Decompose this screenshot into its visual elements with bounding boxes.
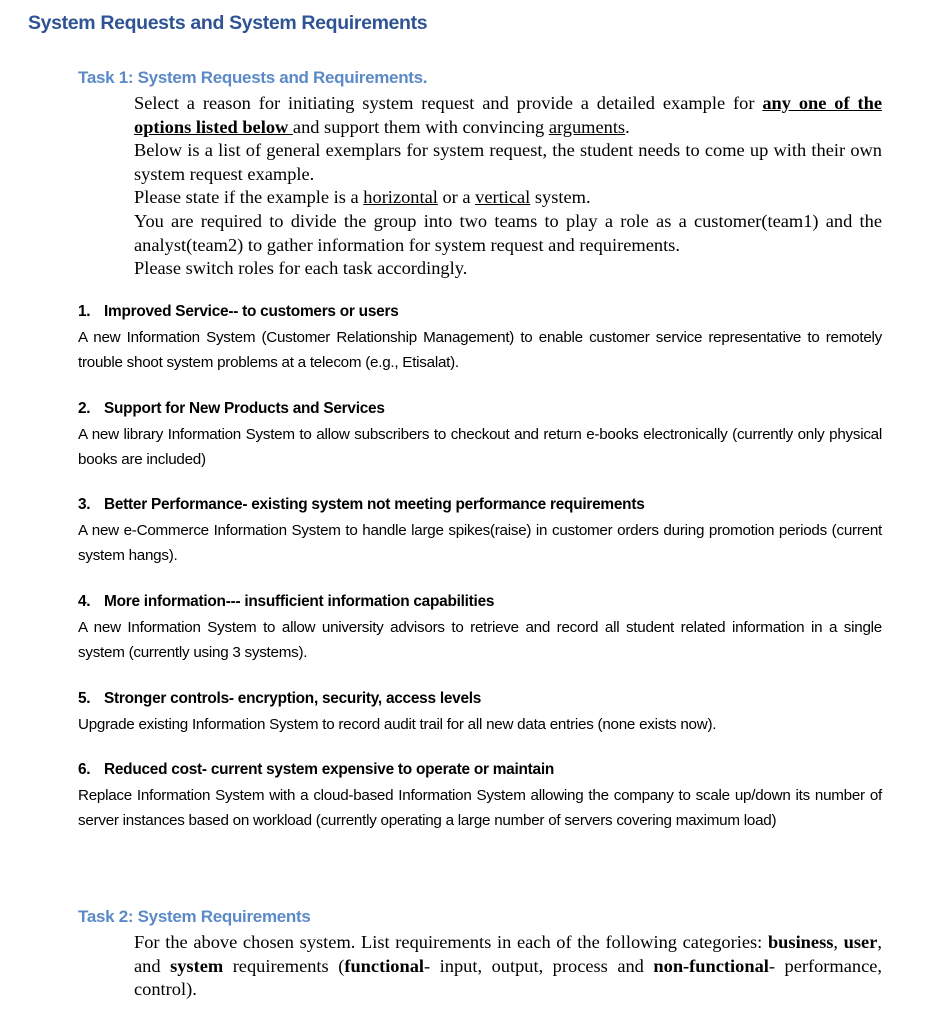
reason-item-6 (78, 761, 882, 833)
reason-6-number: 6. (78, 761, 91, 778)
reason-item-1 (78, 303, 882, 375)
task-2-instructions (134, 931, 882, 1002)
reason-1-body-text: A new Information System (Customer Relationship Management) to enable customer service representative to remotely trouble shoot system problems at a telecom (e.g., Etisalat). (78, 329, 882, 371)
t2-bold-system: system (170, 955, 224, 976)
task-1-heading: Task 1: System Requests and Requirements. (78, 68, 428, 87)
reason-5-body (78, 712, 882, 737)
reason-5-title: Stronger controls- encryption, security, access levels (104, 690, 482, 707)
reason-5-number: 5. (78, 690, 91, 707)
task-1-paragraph-4: You are required to divide the group into two teams to play a role as a customer(team1) and the analyst(team2) to gather information for system request and requirements. (134, 210, 882, 255)
reason-4-body-text: A new Information System to allow university advisors to retrieve and record all student related information in a single system (currently using 3 systems). (78, 619, 882, 661)
reason-2-body (78, 422, 882, 472)
t1-p3-emphasis-vertical: vertical (475, 187, 531, 208)
t1-p3-part-c: system. (530, 187, 591, 208)
reason-2-heading (78, 400, 882, 418)
page-title: System Requests and System Requirements (28, 12, 428, 34)
t2-part-c: , and (134, 932, 882, 976)
reason-2-body-text: A new library Information System to allow subscribers to checkout and return e-books electronically (currently only physical books are included) (78, 426, 882, 468)
t2-bold-functional: functional (344, 955, 425, 976)
task-1-paragraph-2: Below is a list of general exemplars for system request, the student needs to come up with their own system request example. (134, 140, 882, 184)
reason-3-body (78, 518, 882, 568)
reason-2-number: 2. (78, 400, 91, 417)
t2-bold-user: user (843, 932, 878, 952)
reason-3-body-text: A new e-Commerce Information System to handle large spikes(raise) in customer orders during promotion periods (current system hangs). (78, 522, 882, 564)
task-1-paragraph-1 (134, 92, 882, 139)
reason-2-title: Support for New Products and Services (104, 400, 385, 417)
t1-p1-part-b: and support them with convincing (292, 116, 549, 137)
reason-6-title: Reduced cost- current system expensive to operate or maintain (104, 761, 555, 778)
reason-6-body (78, 783, 882, 833)
t2-bold-business: business (767, 932, 834, 952)
reason-6-heading (78, 761, 882, 779)
t1-p3-emphasis-horizontal: horizontal (363, 187, 438, 208)
t1-p1-emphasis-arguments: arguments (548, 116, 626, 137)
t2-part-b: , (833, 932, 844, 952)
reason-1-title: Improved Service-- to customers or users (104, 303, 399, 320)
t2-part-f: - performance, control). (134, 955, 883, 1000)
task-2-paragraph (134, 931, 882, 1002)
t1-p1-part-c: . (625, 116, 630, 137)
task-1-paragraph-5: Please switch roles for each task accordingly. (134, 258, 468, 279)
t1-p1-part-a: Select a reason for initiating system request and provide a detailed example for (134, 93, 763, 113)
task-2-heading: Task 2: System Requirements (78, 907, 311, 926)
reason-6-body-text: Replace Information System with a cloud-based Information System allowing the company to scale up/down its number of server instances based on workload (currently operating a large number of servers covering maximum load) (78, 787, 882, 829)
t2-part-e: - input, output, process and (424, 955, 654, 976)
reason-4-number: 4. (78, 593, 91, 610)
reason-item-3 (78, 496, 882, 568)
reason-item-5 (78, 690, 882, 737)
t2-bold-non-functional: non-functional (653, 955, 769, 976)
reason-1-number: 1. (78, 303, 91, 320)
task-1-paragraph-3 (134, 186, 882, 210)
task-1-instructions (134, 92, 882, 281)
reason-1-body (78, 325, 882, 375)
reason-5-body-text: Upgrade existing Information System to record audit trail for all new data entries (none exists now). (78, 716, 717, 733)
reason-4-title: More information--- insufficient information capabilities (104, 593, 495, 610)
t1-p1-emphasis-any-one: any one of the options listed below (134, 93, 882, 137)
reason-4-heading (78, 593, 882, 611)
t2-part-d: requirements ( (223, 955, 345, 976)
reason-4-body (78, 615, 882, 665)
t1-p3-part-b: or a (437, 187, 476, 208)
reason-3-heading (78, 496, 882, 514)
reason-3-title: Better Performance- existing system not meeting performance requirements (104, 496, 645, 513)
t1-p3-part-a: Please state if the example is a (134, 187, 364, 208)
reason-3-number: 3. (78, 496, 91, 513)
reason-1-heading (78, 303, 882, 321)
reason-item-4 (78, 593, 882, 665)
t2-part-a: For the above chosen system. List requirements in each of the following categories: (134, 932, 768, 952)
reason-5-heading (78, 690, 882, 708)
reason-item-2 (78, 400, 882, 472)
